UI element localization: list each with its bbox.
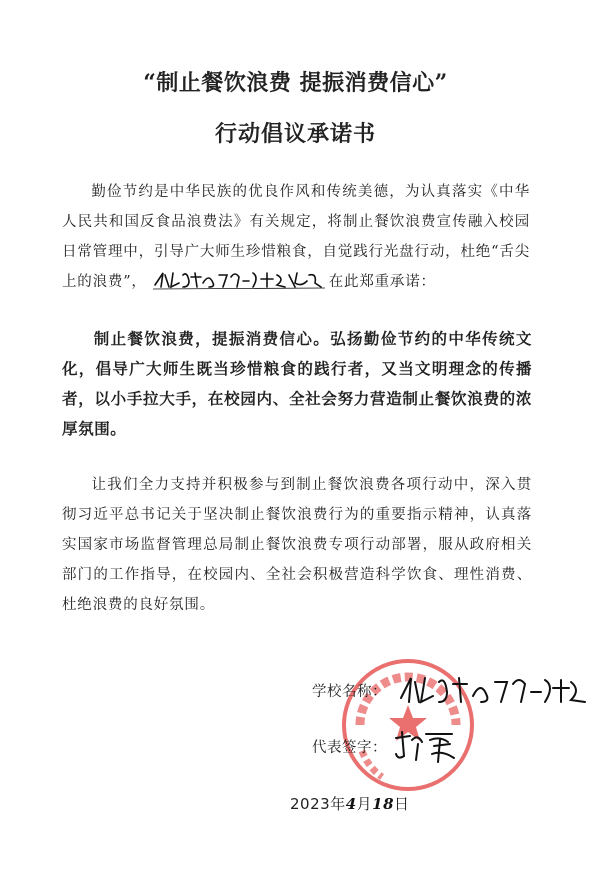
- date-day-unit: 日: [394, 795, 410, 813]
- date-month: 4: [345, 795, 357, 813]
- school-signature-inline: [149, 269, 327, 291]
- school-name-row: [312, 680, 387, 701]
- document-subtitle: 行动倡议承诺书: [214, 121, 376, 147]
- paragraph-intro-tail: 在此郑重承诺：: [328, 274, 436, 290]
- paragraph-intro: [62, 177, 530, 297]
- school-name-signature: [395, 672, 591, 708]
- paragraph-intro-text: 勤俭节约是中华民族的优良作风和传统美德，为认真落实《中华人民共和国反食品浪费法》有关规定，将制止餐饮浪费宣传融入校园日常管理中，引导广大师生珍惜粮食，自觉践行光盘行动，杜绝“舌尖上的浪费”，: [62, 184, 530, 290]
- paragraph-call-to-action-text: 让我们全力支持并积极参与到制止餐饮浪费各项行动中，深入贯彻习近平总书记关于坚决制止餐饮浪费行为的重要指示精神，认真落实国家市场监督管理总局制止餐饮浪费专项行动部署，服从政府相关部门的工作指导，在校园内、全社会积极营造科学饮食、理性消费、杜绝浪费的良好氛围。: [62, 477, 532, 613]
- date-month-unit: 月: [356, 795, 373, 813]
- signing-date: [290, 793, 410, 814]
- paragraph-commitment: [62, 324, 532, 444]
- paragraph-call-to-action: [62, 470, 532, 620]
- date-day: 18: [372, 795, 395, 813]
- date-year: 2023: [290, 795, 331, 813]
- representative-label: 代表签字：: [312, 740, 387, 756]
- paragraph-commitment-text: 制止餐饮浪费，提振消费信心。弘扬勤俭节约的中华传统文化，倡导广大师生既当珍惜粮食的践行者，又当文明理念的传播者，以小手拉大手，在校园内、全社会努力营造制止餐饮浪费的浓厚氛围。: [62, 329, 532, 438]
- document-title: “制止餐饮浪费 提振消费信心”: [143, 70, 448, 96]
- date-year-unit: 年: [330, 795, 346, 813]
- school-name-label: 学校名称：: [312, 684, 387, 700]
- representative-signature-row: [312, 736, 387, 757]
- representative-signature: [392, 726, 462, 766]
